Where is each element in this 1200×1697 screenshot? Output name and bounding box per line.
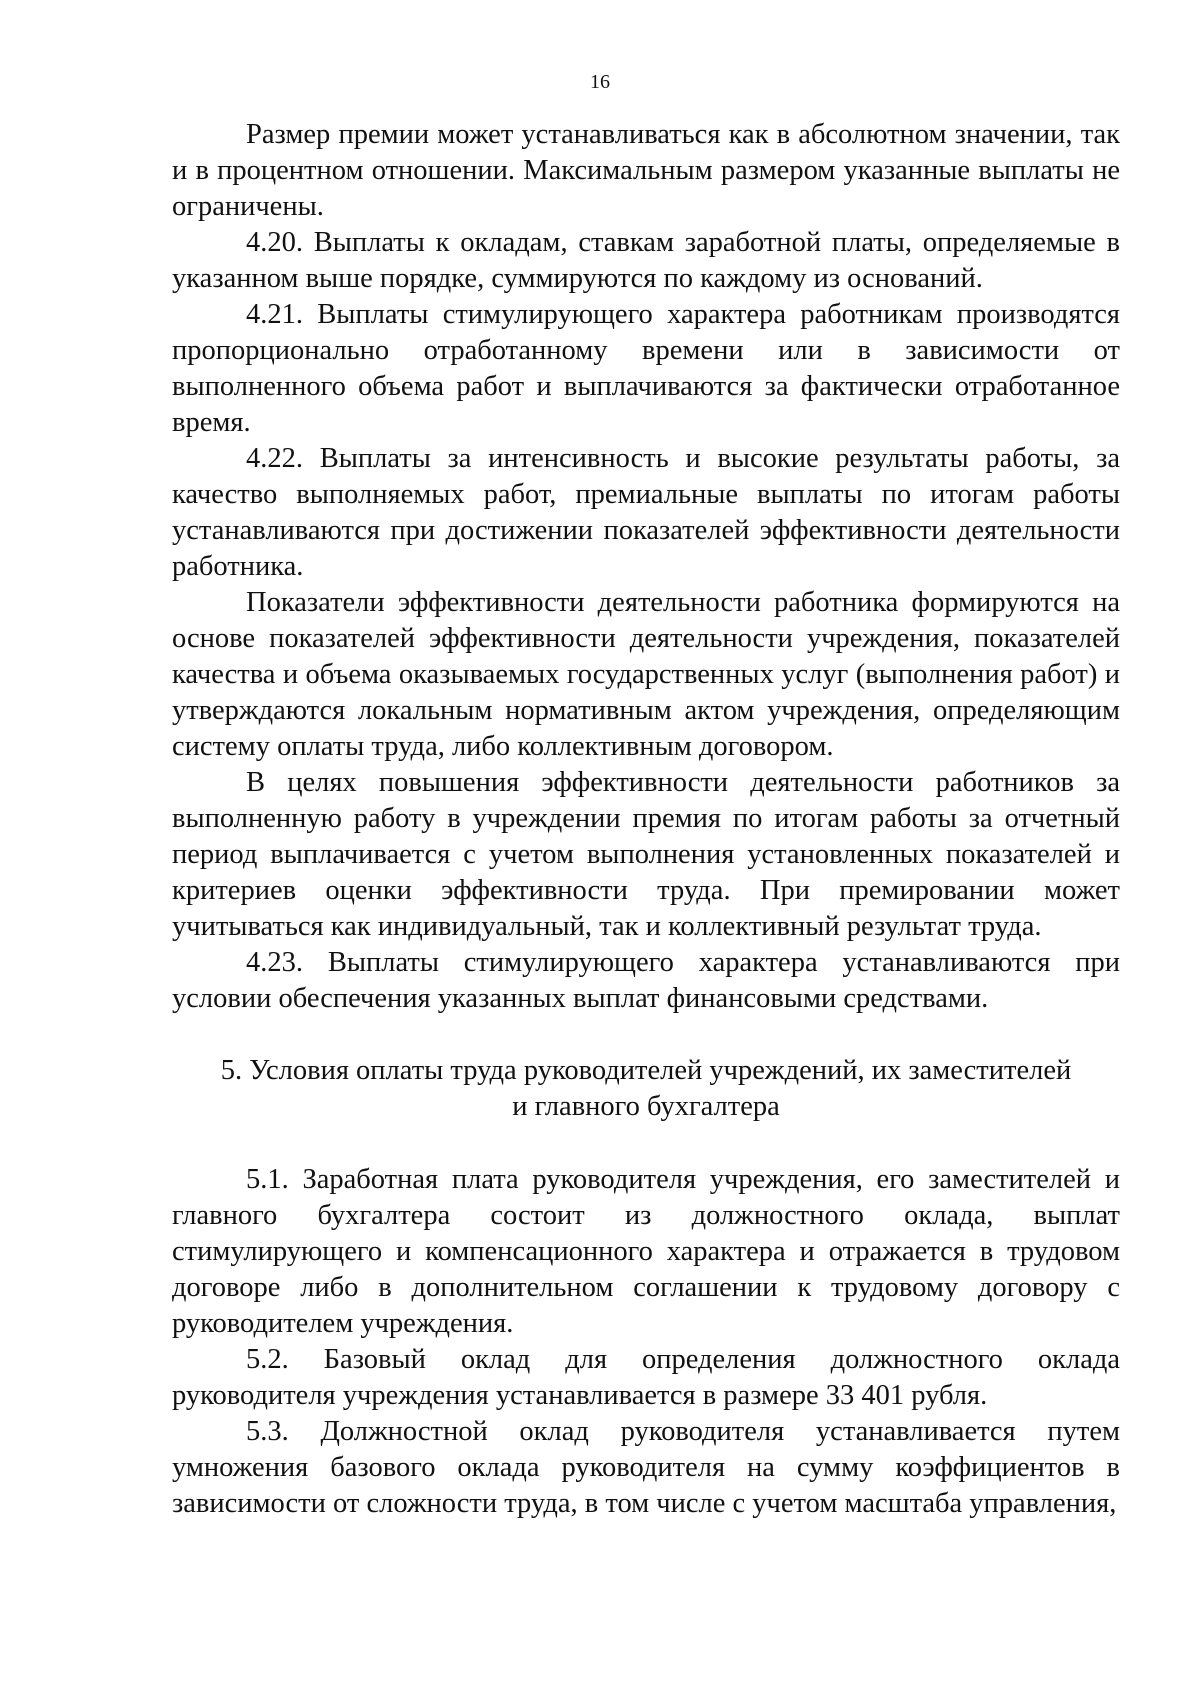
document-body	[172, 117, 1120, 1522]
paragraph-5-3: 5.3. Должностной оклад руководителя устанавливается путем умножения базового оклада руководителя на сумму коэффициентов в зависимости от сложности труда, в том числе с учетом масштаба управления,	[172, 1416, 1120, 1519]
page-number: 16	[590, 71, 610, 93]
paragraph-prize-size: Размер премии может устанавливаться как в абсолютном значении, так и в процентном отношении. Максимальным размером указанные выплаты не ограничены.	[172, 119, 1120, 222]
paragraph-5-1: 5.1. Заработная плата руководителя учреждения, его заместителей и главного бухгалтера состоит из должностного оклада, выплат стимулирующего и компенсационного характера и отражается в трудовом договоре либо в дополнительном соглашении к трудовому договору с руководителем учреждения.	[172, 1164, 1120, 1339]
paragraph-4-22: 4.22. Выплаты за интенсивность и высокие результаты работы, за качество выполняемых работ, премиальные выплаты по итогам работы устанавливаются при достижении показателей эффективности деятельности работника.	[172, 443, 1120, 582]
paragraph-efficiency-goals: В целях повышения эффективности деятельности работников за выполненную работу в учреждении премия по итогам работы за отчетный период выплачивается с учетом выполнения установленных показателей и критериев оценки эффективности труда. При премировании может учитываться как индивидуальный, так и коллективный результат труда.	[172, 767, 1120, 942]
paragraph-4-21: 4.21. Выплаты стимулирующего характера работникам производятся пропорционально отработанному времени или в зависимости от выполненного объема работ и выплачиваются за фактически отработанное время.	[172, 299, 1120, 438]
paragraph-performance-indicators: Показатели эффективности деятельности работника формируются на основе показателей эффективности деятельности учреждения, показателей качества и объема оказываемых государственных услуг (выполнения работ) и утверждаются локальным нормативным актом учреждения, определяющим систему оплаты труда, либо коллективным договором.	[172, 587, 1120, 762]
section-5-heading-line1: 5. Условия оплаты труда руководителей учреждений, их заместителей	[220, 1055, 1072, 1086]
section-5-heading	[172, 1053, 1120, 1125]
paragraph-4-23: 4.23. Выплаты стимулирующего характера устанавливаются при условии обеспечения указанных выплат финансовыми средствами.	[172, 947, 1120, 1014]
paragraph-4-20: 4.20. Выплаты к окладам, ставкам заработной платы, определяемые в указанном выше порядке, суммируются по каждому из оснований.	[172, 227, 1120, 294]
section-5-heading-line2: и главного бухгалтера	[512, 1091, 780, 1122]
paragraph-5-2: 5.2. Базовый оклад для определения должностного оклада руководителя учреждения устанавливается в размере 33 401 рубля.	[172, 1344, 1120, 1411]
